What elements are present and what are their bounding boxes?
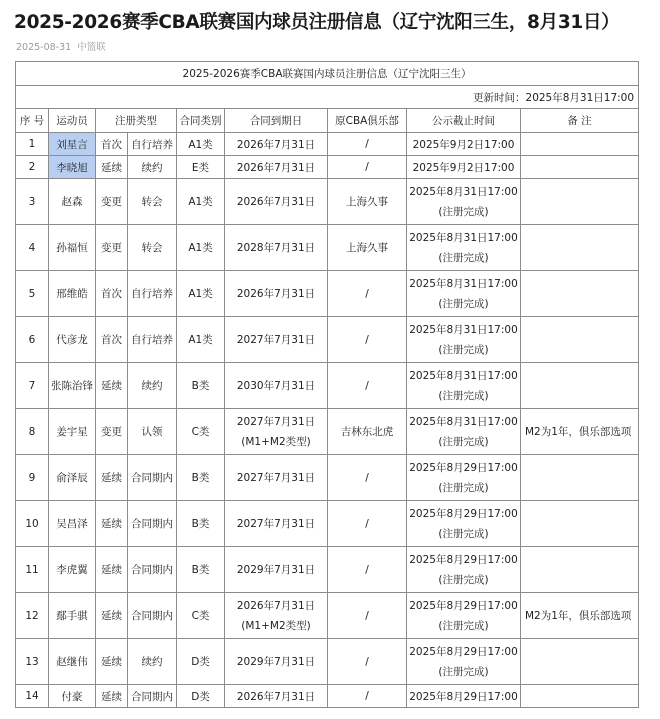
cell-reg-type: 延续 xyxy=(96,501,128,547)
header-expiry: 合同到期日 xyxy=(225,109,328,133)
cell-prev-club: 吉林东北虎 xyxy=(328,409,407,455)
cell-reg-method: 自行培养 xyxy=(128,317,177,363)
cell-player: 李虎翼 xyxy=(49,547,96,593)
cell-expiry xyxy=(225,271,328,317)
cell-deadline xyxy=(407,133,521,156)
cell-deadline xyxy=(407,501,521,547)
header-reg-type: 注册类型 xyxy=(96,109,177,133)
header-contract-cat: 合同类别 xyxy=(177,109,225,133)
cell-deadline-line: 2025年8月29日17:00 xyxy=(409,507,518,520)
table-row xyxy=(16,363,639,409)
cell-contract-cat: B类 xyxy=(177,547,225,593)
header-deadline: 公示截止时间 xyxy=(407,109,521,133)
cell-contract-cat: D类 xyxy=(177,639,225,685)
cell-deadline-line: 2025年8月29日17:00 xyxy=(409,553,518,566)
cell-deadline-line: 2025年8月31日17:00 xyxy=(409,277,518,290)
cell-expiry-line: 2029年7月31日 xyxy=(236,563,316,576)
cell-reg-method: 转会 xyxy=(128,225,177,271)
cell-deadline-line: 2025年8月31日17:00 xyxy=(409,231,518,244)
cell-player: 俞泽辰 xyxy=(49,455,96,501)
cell-deadline-line: 2025年8月31日17:00 xyxy=(409,185,518,198)
cell-deadline xyxy=(407,317,521,363)
cell-prev-club: / xyxy=(328,501,407,547)
cell-reg-type: 延续 xyxy=(96,547,128,593)
cell-expiry xyxy=(225,455,328,501)
cell-deadline-line: 2025年9月2日17:00 xyxy=(412,138,515,151)
cell-deadline xyxy=(407,455,521,501)
cell-deadline xyxy=(407,179,521,225)
table-row xyxy=(16,501,639,547)
cell-prev-club: 上海久事 xyxy=(328,225,407,271)
table-row xyxy=(16,685,639,708)
header-no: 序 号 xyxy=(16,109,49,133)
cell-deadline xyxy=(407,685,521,708)
cell-note xyxy=(521,501,639,547)
cell-reg-type: 变更 xyxy=(96,179,128,225)
cell-deadline-line: 2025年8月31日17:00 xyxy=(409,415,518,428)
cell-note xyxy=(521,133,639,156)
cell-expiry-line: (M1+M2类型) xyxy=(241,435,311,448)
cell-player: 代彦龙 xyxy=(49,317,96,363)
cell-deadline xyxy=(407,271,521,317)
cell-prev-club: / xyxy=(328,639,407,685)
cell-expiry-line: 2027年7月31日 xyxy=(236,517,316,530)
cell-expiry xyxy=(225,409,328,455)
cell-reg-method: 认领 xyxy=(128,409,177,455)
cell-prev-club: / xyxy=(328,363,407,409)
cell-contract-cat: B类 xyxy=(177,363,225,409)
table-row xyxy=(16,455,639,501)
cell-expiry xyxy=(225,685,328,708)
cell-reg-type: 首次 xyxy=(96,133,128,156)
cell-prev-club: / xyxy=(328,593,407,639)
cell-expiry-line: 2026年7月31日 xyxy=(236,287,316,300)
cell-player: 赵森 xyxy=(49,179,96,225)
cell-contract-cat: A1类 xyxy=(177,179,225,225)
cell-contract-cat: A1类 xyxy=(177,271,225,317)
cell-deadline-line: (注册完成) xyxy=(438,435,489,448)
cell-reg-method: 合同期内 xyxy=(128,501,177,547)
cell-player: 李晓旭 xyxy=(49,156,96,179)
header-note: 备 注 xyxy=(521,109,639,133)
cell-expiry xyxy=(225,501,328,547)
cell-deadline xyxy=(407,363,521,409)
cell-deadline-line: (注册完成) xyxy=(438,343,489,356)
table-row xyxy=(16,271,639,317)
cell-deadline xyxy=(407,409,521,455)
table-row xyxy=(16,639,639,685)
cell-deadline-line: (注册完成) xyxy=(438,527,489,540)
cell-no: 9 xyxy=(16,455,49,501)
cell-prev-club: / xyxy=(328,455,407,501)
cell-no: 12 xyxy=(16,593,49,639)
cell-reg-type: 延续 xyxy=(96,363,128,409)
cell-deadline-line: (注册完成) xyxy=(438,389,489,402)
cell-player: 张陈治锋 xyxy=(49,363,96,409)
cell-expiry xyxy=(225,363,328,409)
cell-reg-method: 合同期内 xyxy=(128,593,177,639)
cell-player: 鄢手骐 xyxy=(49,593,96,639)
cell-no: 13 xyxy=(16,639,49,685)
cell-contract-cat: A1类 xyxy=(177,133,225,156)
cell-contract-cat: B类 xyxy=(177,455,225,501)
cell-reg-type: 首次 xyxy=(96,317,128,363)
cell-expiry xyxy=(225,317,328,363)
cell-contract-cat: A1类 xyxy=(177,317,225,363)
cell-expiry-line: 2030年7月31日 xyxy=(236,379,316,392)
cell-reg-method: 合同期内 xyxy=(128,455,177,501)
cell-expiry-line: 2029年7月31日 xyxy=(236,655,316,668)
cell-note xyxy=(521,156,639,179)
cell-reg-method: 合同期内 xyxy=(128,547,177,593)
cell-deadline-line: 2025年8月31日17:00 xyxy=(409,369,518,382)
cell-prev-club: / xyxy=(328,271,407,317)
cell-no: 8 xyxy=(16,409,49,455)
cell-deadline-line: (注册完成) xyxy=(438,251,489,264)
cell-prev-club: / xyxy=(328,685,407,708)
cell-deadline-line: (注册完成) xyxy=(438,573,489,586)
table-caption: 2025-2026赛季CBA联赛国内球员注册信息（辽宁沈阳三生） xyxy=(16,62,639,86)
cell-deadline-line: 2025年8月29日17:00 xyxy=(409,690,518,703)
cell-deadline-line: (注册完成) xyxy=(438,481,489,494)
cell-deadline xyxy=(407,547,521,593)
cell-expiry-line: 2026年7月31日 xyxy=(236,161,316,174)
cell-no: 10 xyxy=(16,501,49,547)
cell-reg-method: 转会 xyxy=(128,179,177,225)
cell-expiry-line: 2027年7月31日 xyxy=(236,415,316,428)
cell-reg-type: 延续 xyxy=(96,685,128,708)
publish-date: 2025-08-31 xyxy=(16,42,72,53)
cell-prev-club: / xyxy=(328,133,407,156)
cell-reg-type: 首次 xyxy=(96,271,128,317)
table-row xyxy=(16,156,639,179)
cell-expiry xyxy=(225,133,328,156)
cell-deadline-line: 2025年9月2日17:00 xyxy=(412,161,515,174)
cell-note xyxy=(521,685,639,708)
header-player: 运动员 xyxy=(49,109,96,133)
cell-player: 赵继伟 xyxy=(49,639,96,685)
cell-contract-cat: C类 xyxy=(177,409,225,455)
cell-note xyxy=(521,455,639,501)
cell-note xyxy=(521,547,639,593)
cell-no: 2 xyxy=(16,156,49,179)
cell-deadline xyxy=(407,593,521,639)
cell-reg-method: 自行培养 xyxy=(128,133,177,156)
cell-no: 11 xyxy=(16,547,49,593)
cell-expiry-line: 2027年7月31日 xyxy=(236,333,316,346)
cell-expiry-line: 2026年7月31日 xyxy=(236,599,316,612)
cell-no: 3 xyxy=(16,179,49,225)
cell-prev-club: / xyxy=(328,547,407,593)
cell-no: 5 xyxy=(16,271,49,317)
cell-deadline-line: (注册完成) xyxy=(438,205,489,218)
cell-note: M2为1年，俱乐部选项 xyxy=(521,409,639,455)
cell-expiry xyxy=(225,225,328,271)
cell-deadline-line: 2025年8月29日17:00 xyxy=(409,645,518,658)
cell-expiry-line: 2028年7月31日 xyxy=(236,241,316,254)
cell-reg-type: 延续 xyxy=(96,593,128,639)
cell-contract-cat: E类 xyxy=(177,156,225,179)
cell-note: M2为1年，俱乐部选项 xyxy=(521,593,639,639)
source-link[interactable]: 中篮联 xyxy=(77,42,106,53)
cell-deadline-line: (注册完成) xyxy=(438,297,489,310)
header-row xyxy=(16,109,639,133)
cell-contract-cat: B类 xyxy=(177,501,225,547)
cell-reg-type: 延续 xyxy=(96,156,128,179)
table-row xyxy=(16,133,639,156)
update-time: 更新时间：2025年8月31日17:00 xyxy=(16,86,639,109)
page-title: 2025-2026赛季CBA联赛国内球员注册信息（辽宁沈阳三生，8月31日） xyxy=(14,12,620,33)
cell-reg-type: 变更 xyxy=(96,409,128,455)
cell-reg-type: 延续 xyxy=(96,455,128,501)
cell-prev-club: / xyxy=(328,317,407,363)
cell-player: 刘星言 xyxy=(49,133,96,156)
cell-reg-type: 延续 xyxy=(96,639,128,685)
cell-player: 孙福恒 xyxy=(49,225,96,271)
cell-player: 姜宇星 xyxy=(49,409,96,455)
cell-reg-method: 续约 xyxy=(128,363,177,409)
table-row xyxy=(16,593,639,639)
cell-prev-club: / xyxy=(328,156,407,179)
cell-expiry-line: 2027年7月31日 xyxy=(236,471,316,484)
cell-player: 邢维皓 xyxy=(49,271,96,317)
cell-deadline-line: (注册完成) xyxy=(438,619,489,632)
table-row xyxy=(16,317,639,363)
cell-reg-type: 变更 xyxy=(96,225,128,271)
cell-player: 吴昌泽 xyxy=(49,501,96,547)
table-row xyxy=(16,547,639,593)
cell-expiry xyxy=(225,179,328,225)
cell-contract-cat: D类 xyxy=(177,685,225,708)
cell-deadline-line: 2025年8月29日17:00 xyxy=(409,461,518,474)
cell-prev-club: 上海久事 xyxy=(328,179,407,225)
table-row xyxy=(16,179,639,225)
article-meta xyxy=(16,39,112,53)
cell-reg-method: 续约 xyxy=(128,639,177,685)
cell-note xyxy=(521,179,639,225)
cell-no: 6 xyxy=(16,317,49,363)
cell-expiry xyxy=(225,639,328,685)
table-row xyxy=(16,225,639,271)
cell-reg-method: 自行培养 xyxy=(128,271,177,317)
cell-note xyxy=(521,225,639,271)
cell-no: 1 xyxy=(16,133,49,156)
cell-expiry-line: (M1+M2类型) xyxy=(241,619,311,632)
cell-reg-method: 合同期内 xyxy=(128,685,177,708)
table-row xyxy=(16,409,639,455)
cell-note xyxy=(521,271,639,317)
header-prev-club: 原CBA俱乐部 xyxy=(328,109,407,133)
cell-contract-cat: A1类 xyxy=(177,225,225,271)
cell-deadline xyxy=(407,225,521,271)
cell-expiry xyxy=(225,156,328,179)
cell-expiry-line: 2026年7月31日 xyxy=(236,138,316,151)
cell-expiry xyxy=(225,547,328,593)
cell-no: 14 xyxy=(16,685,49,708)
cell-note xyxy=(521,639,639,685)
cell-expiry xyxy=(225,593,328,639)
cell-deadline-line: 2025年8月29日17:00 xyxy=(409,599,518,612)
cell-expiry-line: 2026年7月31日 xyxy=(236,690,316,703)
cell-note xyxy=(521,317,639,363)
cell-deadline-line: 2025年8月31日17:00 xyxy=(409,323,518,336)
cell-expiry-line: 2026年7月31日 xyxy=(236,195,316,208)
cell-contract-cat: C类 xyxy=(177,593,225,639)
cell-no: 4 xyxy=(16,225,49,271)
registration-table xyxy=(15,61,639,708)
cell-no: 7 xyxy=(16,363,49,409)
cell-deadline xyxy=(407,156,521,179)
cell-player: 付豪 xyxy=(49,685,96,708)
cell-reg-method: 续约 xyxy=(128,156,177,179)
cell-note xyxy=(521,363,639,409)
cell-deadline xyxy=(407,639,521,685)
cell-deadline-line: (注册完成) xyxy=(438,665,489,678)
